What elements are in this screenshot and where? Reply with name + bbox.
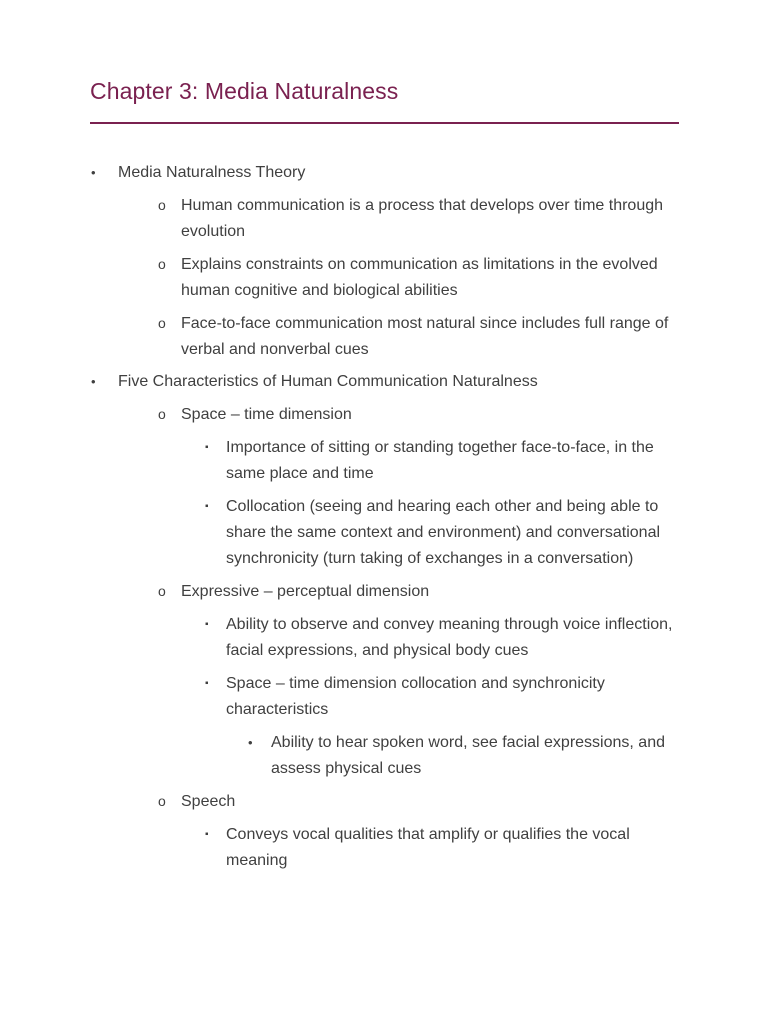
square-bullet-icon: ▪ — [205, 678, 209, 689]
circle-bullet-icon: o — [158, 197, 166, 213]
list-item — [205, 435, 686, 487]
outline-list — [0, 160, 768, 874]
list-item-text: Face-to-face communication most natural since includes full range of verbal and nonverbal cues — [181, 315, 669, 358]
list-item — [158, 193, 681, 245]
list-item-text: Speech — [181, 793, 236, 810]
list-item — [248, 730, 691, 782]
list-item — [158, 311, 681, 363]
circle-bullet-icon: o — [158, 315, 166, 331]
square-bullet-icon: ▪ — [205, 829, 209, 840]
list-item — [158, 252, 681, 304]
list-item — [205, 612, 686, 664]
bullet-icon: • — [91, 374, 96, 389]
list-item — [205, 671, 686, 723]
list-item-text: Five Characteristics of Human Communication Naturalness — [118, 373, 538, 390]
list-item-text: Collocation (seeing and hearing each other and being able to share the same context and environment) and conversational synchronicity (turn taking of exchanges in a conversation) — [226, 498, 661, 567]
page-title: Chapter 3: Media Naturalness — [90, 78, 399, 104]
bullet-icon: • — [248, 735, 253, 750]
circle-bullet-icon: o — [158, 583, 166, 599]
list-item — [91, 369, 718, 395]
list-item — [91, 160, 718, 186]
list-item — [205, 822, 686, 874]
square-bullet-icon: ▪ — [205, 442, 209, 453]
title-divider — [90, 122, 679, 124]
list-item — [205, 494, 686, 572]
list-item-text: Conveys vocal qualities that amplify or qualifies the vocal meaning — [226, 826, 630, 869]
circle-bullet-icon: o — [158, 256, 166, 272]
list-item-text: Importance of sitting or standing together face-to-face, in the same place and time — [226, 439, 654, 482]
square-bullet-icon: ▪ — [205, 501, 209, 512]
list-item-text: Ability to hear spoken word, see facial expressions, and assess physical cues — [271, 734, 665, 777]
square-bullet-icon: ▪ — [205, 619, 209, 630]
list-item-text: Ability to observe and convey meaning through voice inflection, facial expressions, and physical body cues — [226, 616, 673, 659]
list-item-text: Explains constraints on communication as limitations in the evolved human cognitive and biological abilities — [181, 256, 658, 299]
circle-bullet-icon: o — [158, 793, 166, 809]
list-item-text: Expressive – perceptual dimension — [181, 583, 430, 600]
bullet-icon: • — [91, 165, 96, 180]
list-item — [158, 402, 681, 428]
list-item-text: Human communication is a process that develops over time through evolution — [181, 197, 664, 240]
list-item-text: Space – time dimension — [181, 406, 352, 423]
circle-bullet-icon: o — [158, 406, 166, 422]
list-item-text: Space – time dimension collocation and synchronicity characteristics — [226, 675, 605, 718]
list-item — [158, 579, 681, 605]
list-item-text: Media Naturalness Theory — [118, 164, 306, 181]
list-item — [158, 789, 681, 815]
